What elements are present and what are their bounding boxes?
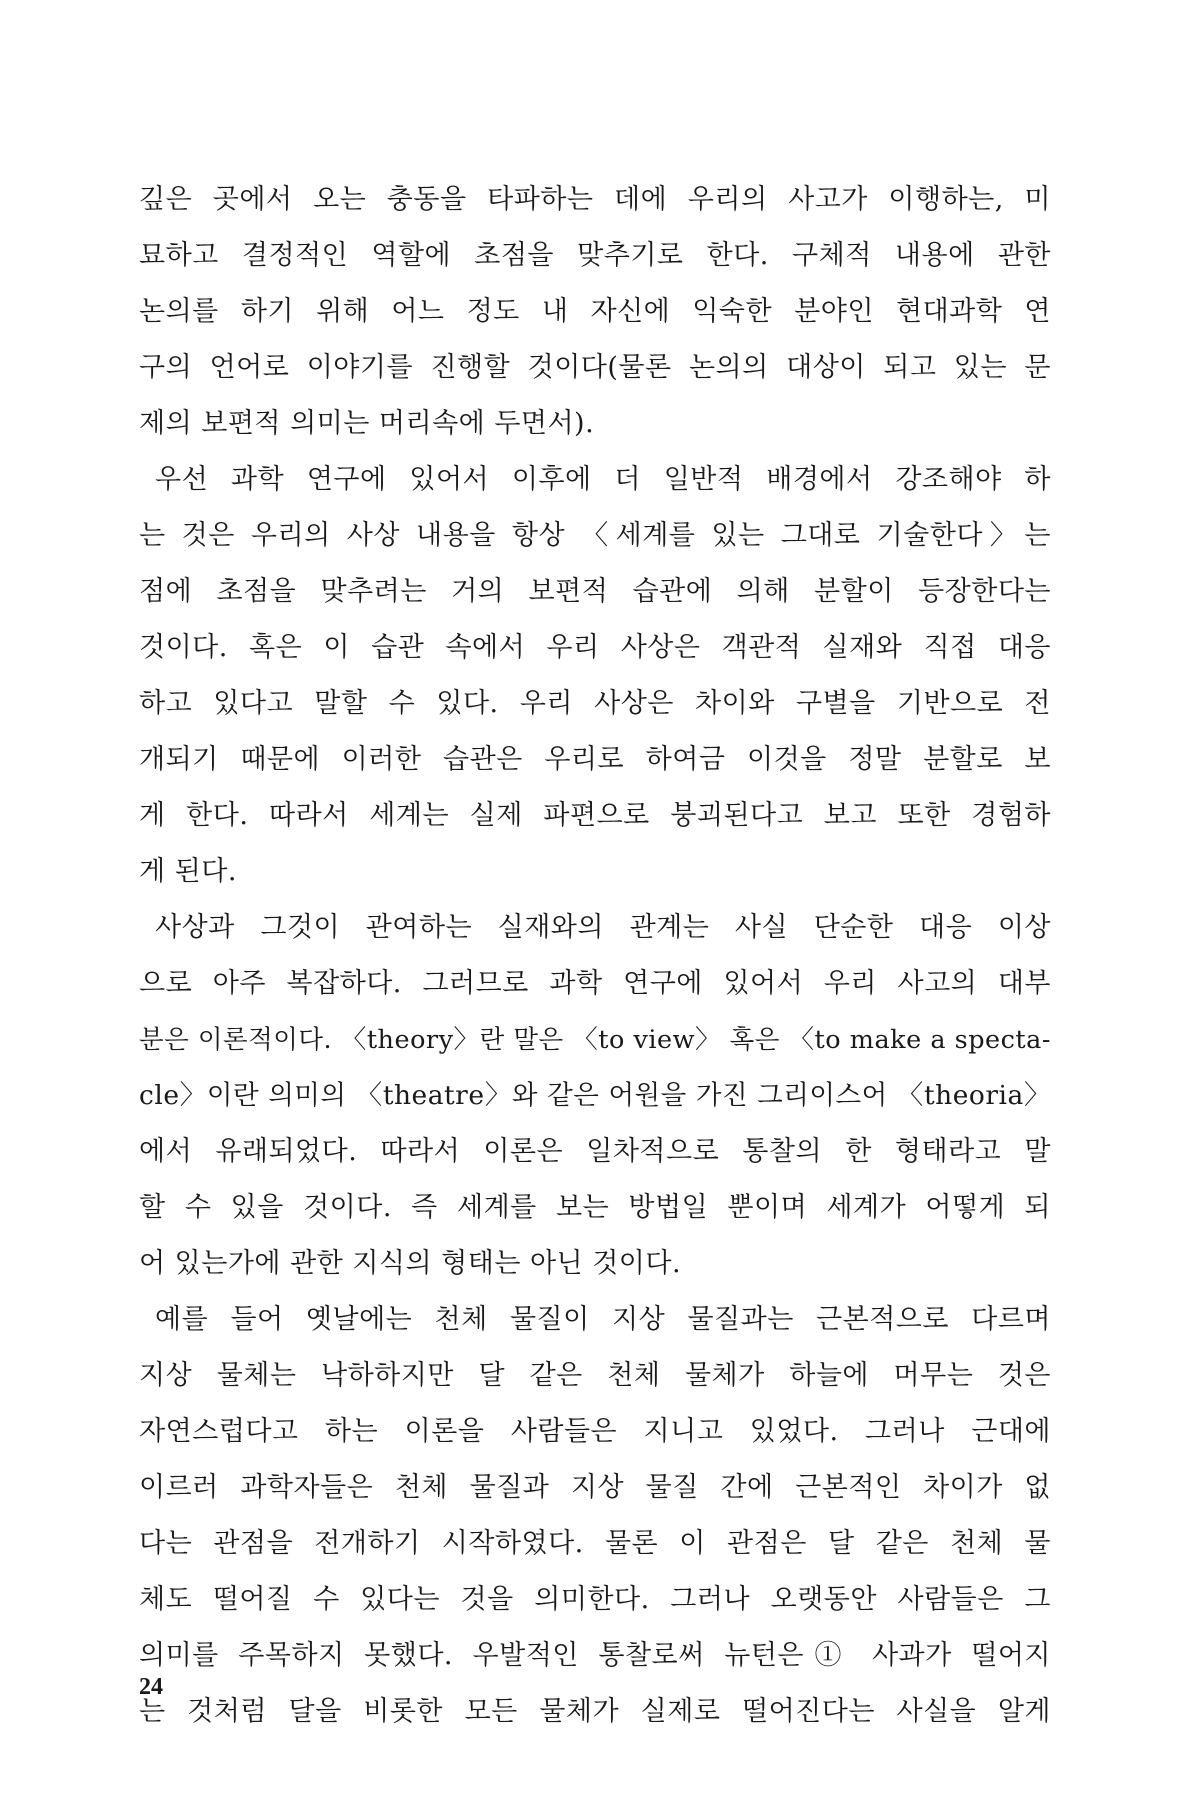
text-line: 제의 보편적 의미는 머리속에 두면서). [139, 408, 595, 439]
page-number: 24 [139, 1674, 163, 1700]
text-line: 다는 관점을 전개하기 시작하였다. 물론 이 관점은 달 같은 천체 물 [139, 1528, 1051, 1559]
text-line: 으로 아주 복잡하다. 그러므로 과학 연구에 있어서 우리 사고의 대부 [139, 968, 1051, 999]
text-line: cle〉이란 의미의 〈theatre〉와 같은 어원을 가진 그리이스어 〈theoria〉 [139, 1080, 1051, 1111]
text-line: 는 것은 우리의 사상 내용을 항상 〈세계를 있는 그대로 기술한다〉는 [139, 520, 1051, 551]
text-line: 묘하고 결정적인 역할에 초점을 맞추기로 한다. 구체적 내용에 관한 [139, 240, 1051, 271]
text-line: 지상 물체는 낙하하지만 달 같은 천체 물체가 하늘에 머무는 것은 [139, 1360, 1051, 1391]
text-line: 이르러 과학자들은 천체 물질과 지상 물질 간에 근본적인 차이가 없 [139, 1472, 1051, 1503]
text-line: 점에 초점을 맞추려는 거의 보편적 습관에 의해 분할이 등장한다는 [139, 576, 1051, 607]
text-line: 예를 들어 옛날에는 천체 물질이 지상 물질과는 근본적으로 다르며 [155, 1304, 1051, 1335]
text-line: 체도 떨어질 수 있다는 것을 의미한다. 그러나 오랫동안 사람들은 그 [139, 1584, 1051, 1615]
text-line: 깊은 곳에서 오는 충동을 타파하는 데에 우리의 사고가 이행하는, 미 [139, 184, 1051, 215]
text-line: 것이다. 혹은 이 습관 속에서 우리 사상은 객관적 실재와 직접 대응 [139, 632, 1051, 663]
text-line: 는 것처럼 달을 비롯한 모든 물체가 실제로 떨어진다는 사실을 알게 [139, 1696, 1051, 1727]
text-line: 어 있는가에 관한 지식의 형태는 아닌 것이다. [139, 1248, 682, 1279]
text-line: 개되기 때문에 이러한 습관은 우리로 하여금 이것을 정말 분할로 보 [139, 744, 1051, 775]
text-line: 에서 유래되었다. 따라서 이론은 일차적으로 통찰의 한 형태라고 말 [139, 1136, 1051, 1167]
text-line: 게 된다. [139, 856, 237, 887]
text-line: 게 한다. 따라서 세계는 실제 파편으로 붕괴된다고 보고 또한 경험하 [139, 800, 1051, 831]
body-text [139, 172, 1051, 1740]
text-line: 우선 과학 연구에 있어서 이후에 더 일반적 배경에서 강조해야 하 [155, 464, 1051, 495]
text-line: 구의 언어로 이야기를 진행할 것이다(물론 논의의 대상이 되고 있는 문 [139, 352, 1051, 383]
text-line: 할 수 있을 것이다. 즉 세계를 보는 방법일 뿐이며 세계가 어떻게 되 [139, 1192, 1051, 1223]
text-line: 하고 있다고 말할 수 있다. 우리 사상은 차이와 구별을 기반으로 전 [139, 688, 1051, 719]
text-line: 자연스럽다고 하는 이론을 사람들은 지니고 있었다. 그러나 근대에 [139, 1416, 1051, 1447]
text-line: 사상과 그것이 관여하는 실재와의 관계는 사실 단순한 대응 이상 [155, 912, 1051, 943]
text-line: 논의를 하기 위해 어느 정도 내 자신에 익숙한 분야인 현대과학 연 [139, 296, 1051, 327]
text-line: 의미를 주목하지 못했다. 우발적인 통찰로써 뉴턴은① 사과가 떨어지 [139, 1640, 1051, 1671]
text-line: 분은 이론적이다. 〈theory〉란 말은 〈to view〉 혹은 〈to make a specta- [139, 1025, 1051, 1055]
